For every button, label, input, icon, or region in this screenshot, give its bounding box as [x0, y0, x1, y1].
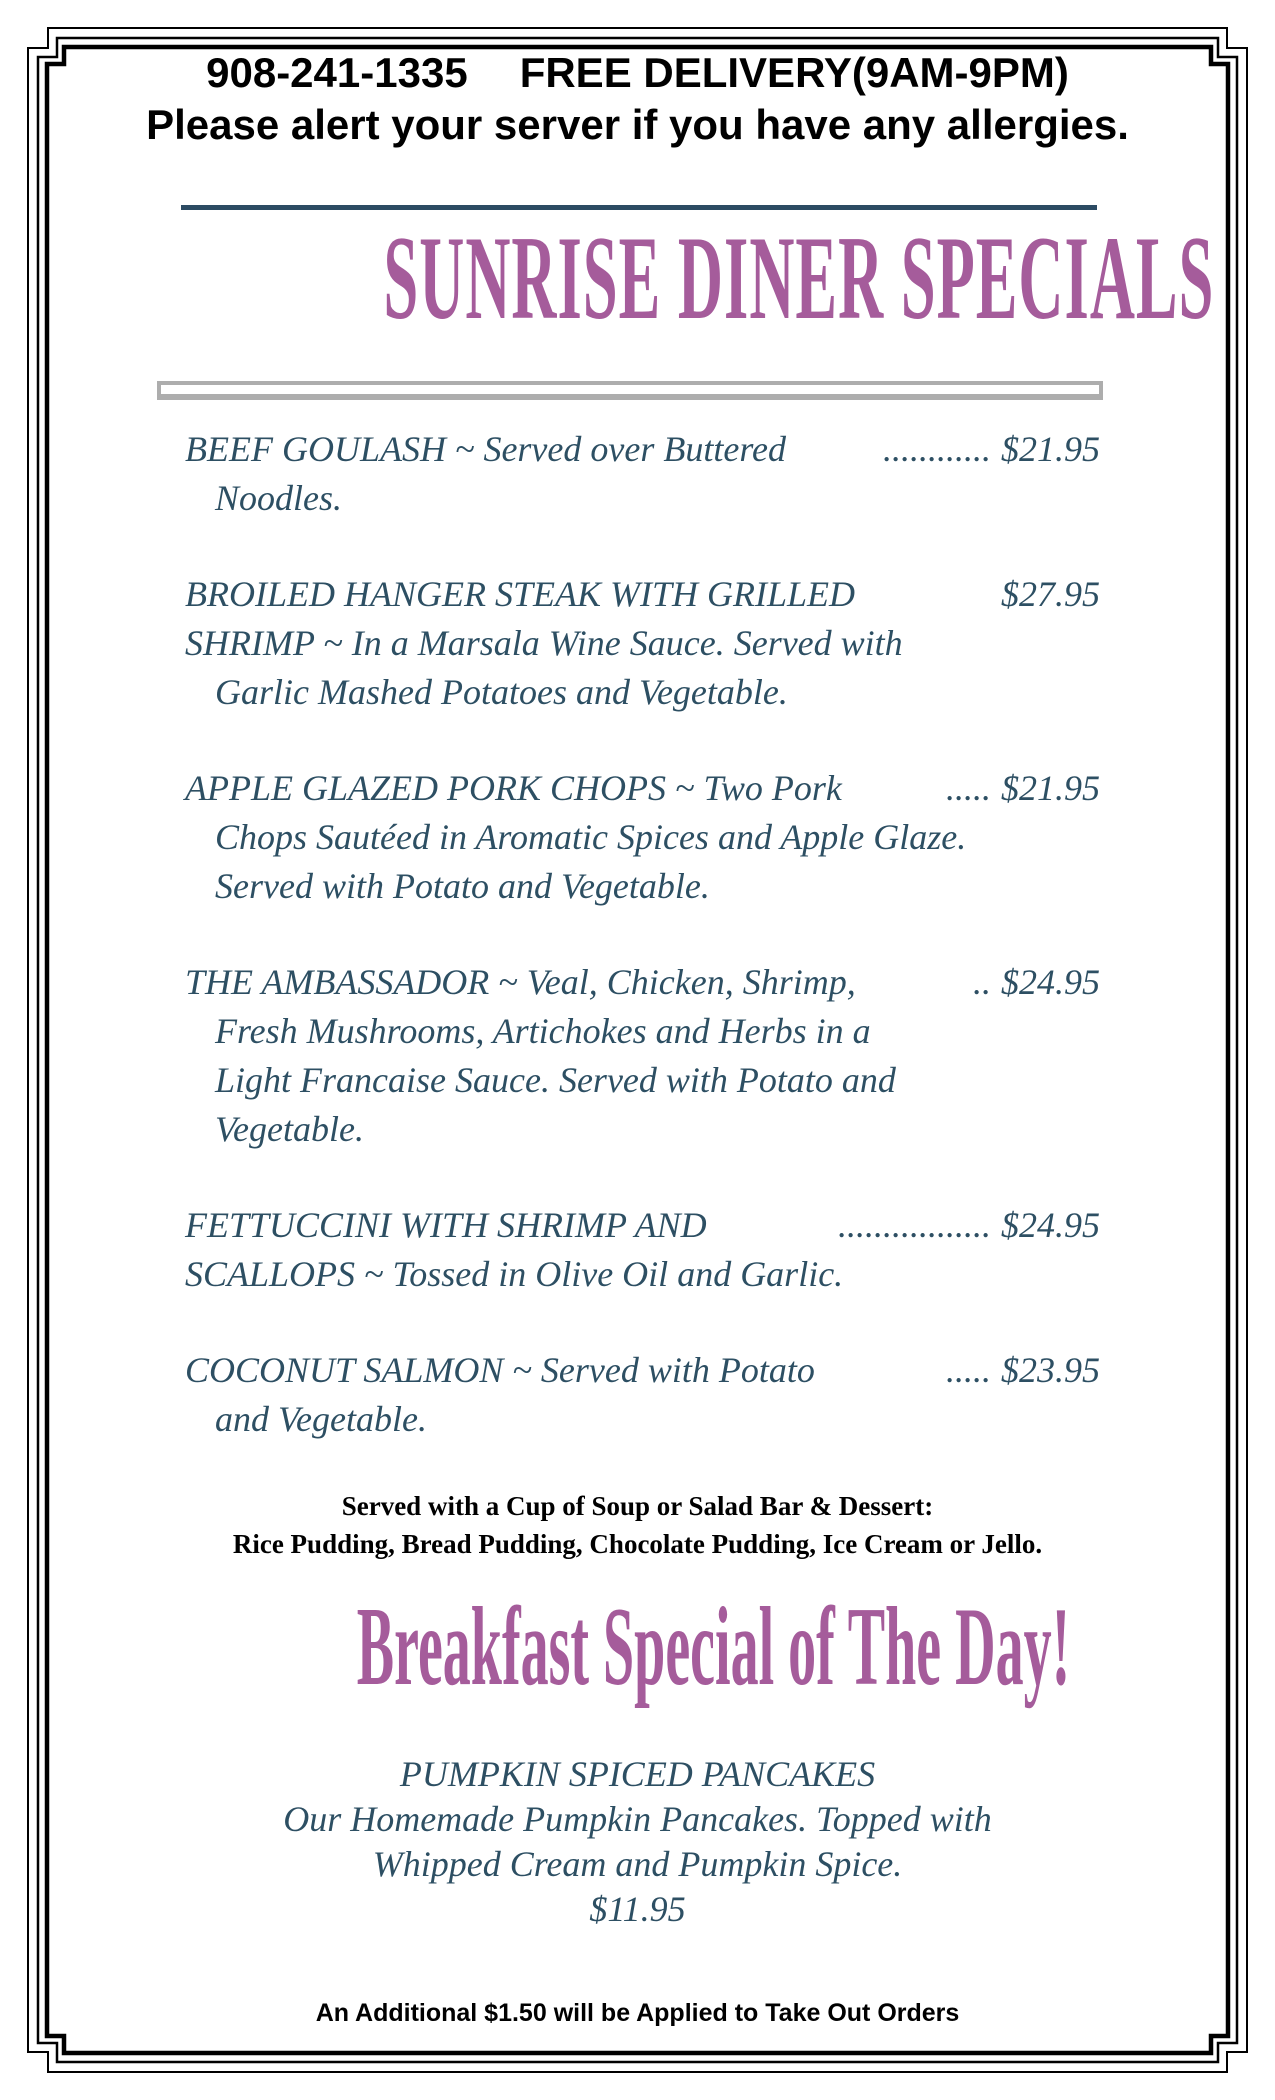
menu-item-name: BROILED HANGER STEAK WITH GRILLED: [185, 574, 855, 614]
breakfast-desc-line2: Whipped Cream and Pumpkin Spice.: [372, 1844, 903, 1884]
menu-item-name: FETTUCCINI WITH SHRIMP AND: [185, 1205, 707, 1245]
phone-number: 908-241-1335: [206, 49, 468, 96]
breakfast-title: Breakfast Special of The Day!: [356, 1585, 1071, 1709]
dotted-leader: .................: [838, 1205, 991, 1245]
menu-item-name-line: [185, 570, 1100, 619]
item-price: $24.95: [1001, 1205, 1100, 1245]
menu-item: [185, 958, 1100, 1154]
leader-price-group: [873, 425, 1100, 474]
menu-item-continuation-line: Noodles.: [215, 478, 343, 518]
menu-item-name: APPLE GLAZED PORK CHOPS ~ Two Pork: [185, 768, 842, 808]
breakfast-desc-line1: Our Homemade Pumpkin Pancakes. Topped with: [283, 1799, 992, 1839]
free-delivery-text: FREE DELIVERY(9AM-9PM): [519, 49, 1069, 96]
specials-title: SUNRISE DINER SPECIALS: [383, 211, 1215, 344]
leader-price-group: [963, 958, 1100, 1007]
dotted-leader: .....: [946, 1350, 991, 1390]
item-price: $23.95: [1001, 1350, 1100, 1390]
leader-price-group: [828, 1201, 1100, 1250]
menu-item-continuation-line: and Vegetable.: [215, 1399, 427, 1439]
navy-divider-rule: [181, 205, 1097, 210]
menu-item: [185, 1346, 1100, 1444]
dotted-leader: .....: [946, 768, 991, 808]
menu-item: [185, 570, 1100, 717]
menu-item-continuation-line: Fresh Mushrooms, Artichokes and Herbs in a: [215, 1011, 871, 1051]
soup-note-line2: Rice Pudding, Bread Pudding, Chocolate Pudding, Ice Cream or Jello.: [232, 1529, 1043, 1559]
menu-item-name-line: [185, 425, 1100, 474]
menu-item: [185, 764, 1100, 911]
menu-item-continuation-line: Garlic Mashed Potatoes and Vegetable.: [215, 672, 788, 712]
menu-item-name-line: [185, 1346, 1100, 1395]
leader-price-group: [936, 764, 1100, 813]
leader-price-group: [981, 570, 1100, 619]
gray-bevel-divider: [157, 381, 1103, 400]
soup-dessert-note: [0, 1487, 1275, 1563]
item-price: $27.95: [1001, 574, 1100, 614]
item-price: $21.95: [1001, 429, 1100, 469]
specials-title-row: [0, 211, 1275, 344]
dotted-leader: ............: [883, 429, 991, 469]
menu-item-continuation-line: SHRIMP ~ In a Marsala Wine Sauce. Served with: [185, 623, 903, 663]
dotted-leader: ..: [973, 962, 991, 1002]
menu-item-name-line: [185, 1201, 1100, 1250]
breakfast-title-row: [0, 1585, 1275, 1709]
header: [0, 48, 1275, 150]
menu-item-continuation-line: Vegetable.: [215, 1109, 364, 1149]
menu-item-name: THE AMBASSADOR ~ Veal, Chicken, Shrimp,: [185, 962, 856, 1002]
menu-item-continuation-line: SCALLOPS ~ Tossed in Olive Oil and Garlic.: [185, 1254, 844, 1294]
menu-item: [185, 1201, 1100, 1299]
menu-item-continuation-line: Chops Sautéed in Aromatic Spices and Apple Glaze.: [215, 817, 967, 857]
breakfast-price: $11.95: [589, 1889, 686, 1929]
takeout-footer-note: An Additional $1.50 will be Applied to Take Out Orders: [315, 1999, 960, 2027]
header-delivery-line: [0, 48, 1275, 98]
soup-note-line1: Served with a Cup of Soup or Salad Bar & Dessert:: [341, 1491, 934, 1521]
allergy-note: Please alert your server if you have any allergies.: [146, 101, 1129, 148]
menu-item-name-line: [185, 764, 1100, 813]
item-price: $21.95: [1001, 768, 1100, 808]
menu-item: [185, 425, 1100, 523]
menu-item-name: COCONUT SALMON ~ Served with Potato: [185, 1350, 815, 1390]
menu-item-name-line: [185, 958, 1100, 1007]
menu-item-name: BEEF GOULASH ~ Served over Buttered: [185, 429, 786, 469]
item-price: $24.95: [1001, 962, 1100, 1002]
breakfast-item-name: PUMPKIN SPICED PANCAKES: [399, 1754, 876, 1794]
specials-list: [185, 425, 1100, 1444]
breakfast-special-block: [0, 1752, 1275, 1932]
menu-item-continuation-line: Served with Potato and Vegetable.: [215, 866, 710, 906]
menu-item-continuation-line: Light Francaise Sauce. Served with Potato and: [215, 1060, 896, 1100]
leader-price-group: [936, 1346, 1100, 1395]
